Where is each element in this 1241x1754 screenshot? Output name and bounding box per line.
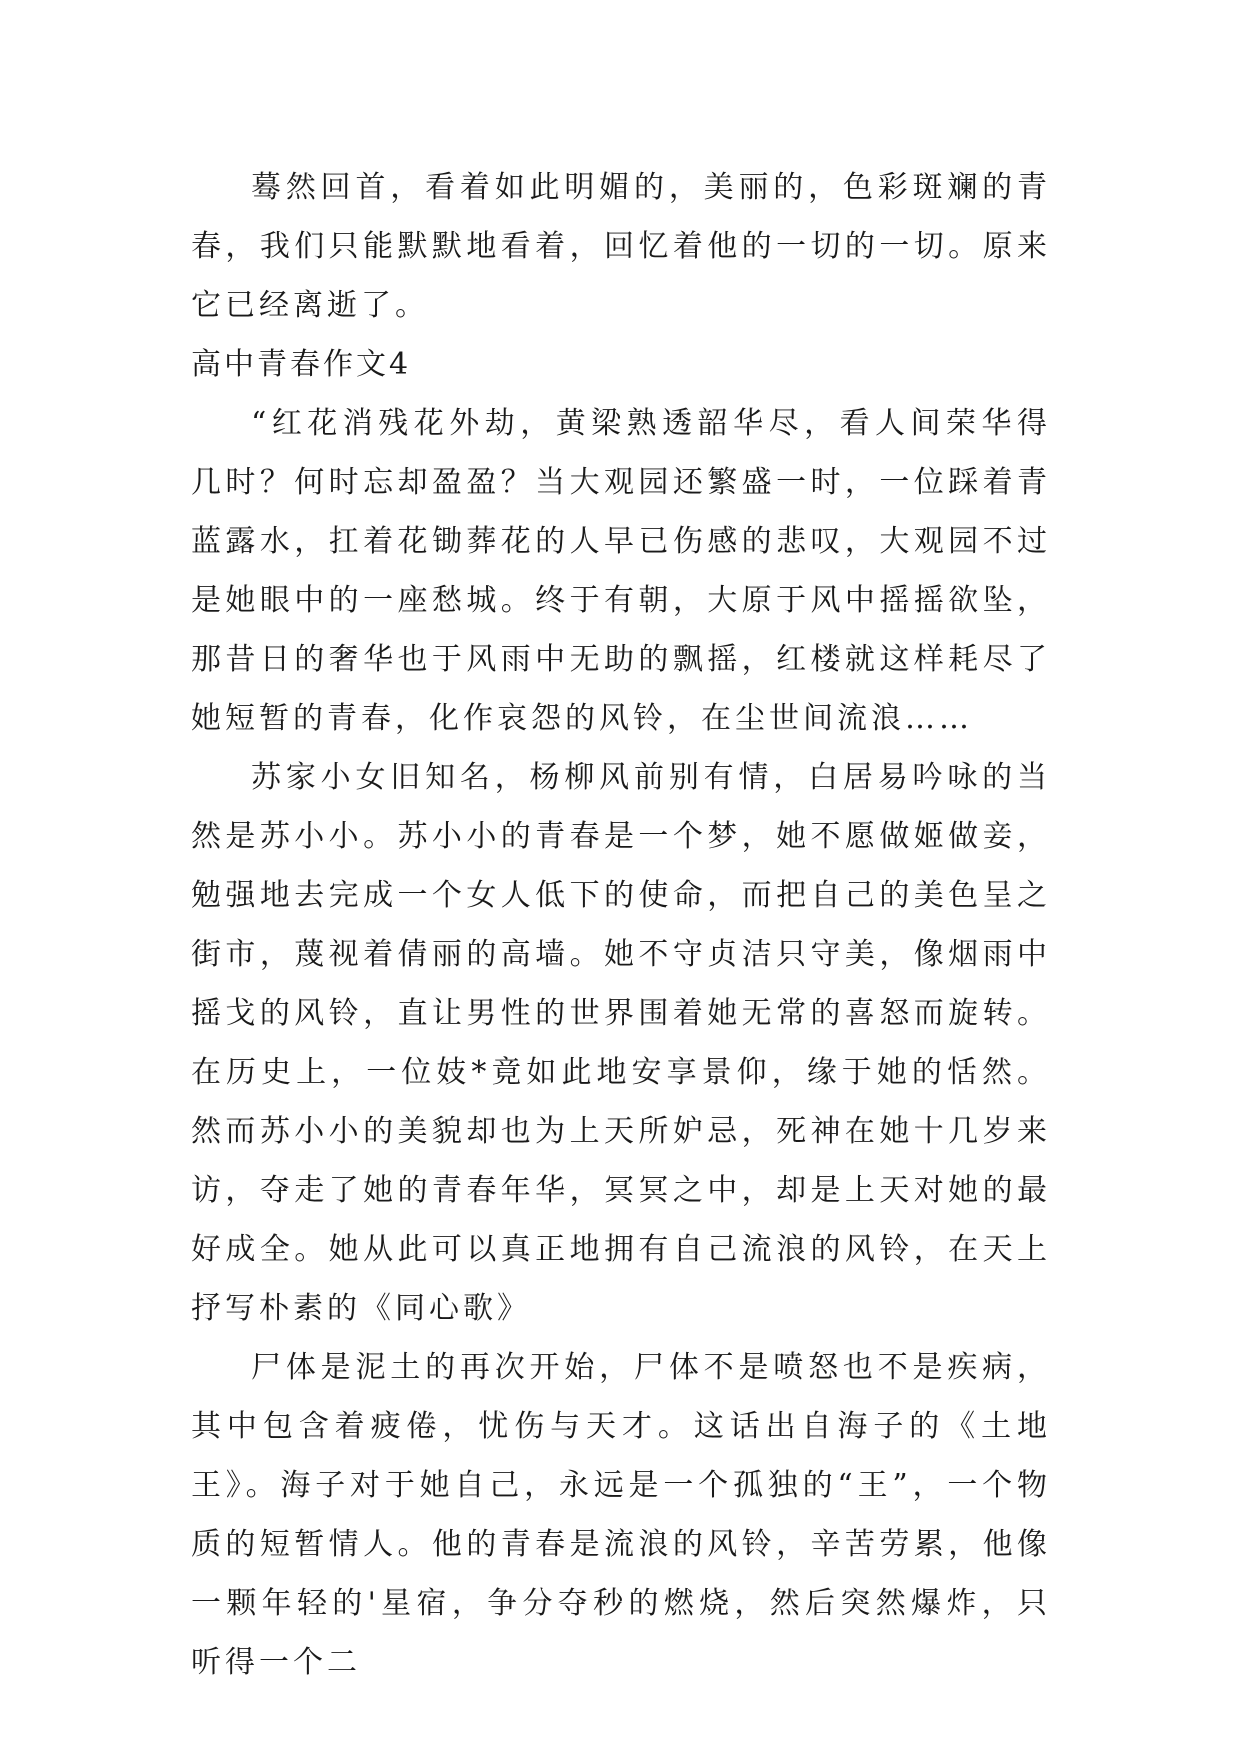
paragraph-4: 尸体是泥土的再次开始，尸体不是喷怒也不是疾病，其中包含着疲倦，忧伤与天才。这话出自海子的《土地王》。海子对于她自己，永远是一个孤独的“王”，一个物质的短暂情人。他的青春是流浪的风铃，辛苦劳累，他像一颗年轻的'星宿，争分夺秒的燃烧，然后突然爆炸，只听得一个二 bbox=[191, 1350, 1051, 1680]
paragraph-3: 苏家小女旧知名，杨柳风前别有情，白居易吟咏的当然是苏小小。苏小小的青春是一个梦，她不愿做姬做妾，勉强地去完成一个女人低下的使命，而把自己的美色呈之街市，蔑视着倩丽的高墙。她不守贞洁只守美，像烟雨中摇戈的风铃，直让男性的世界围着她无常的喜怒而旋转。在历史上，一位妓*竟如此地安享景仰，缘于她的恬然。然而苏小小的美貌却也为上天所妒忌，死神在她十几岁来访，夺走了她的青春年华，冥冥之中，却是上天对她的最好成全。她从此可以真正地拥有自己流浪的风铃，在天上抒写朴素的《同心歌》 bbox=[191, 760, 1051, 1326]
document-body bbox=[191, 158, 1051, 1692]
paragraph-1: 蓦然回首，看着如此明媚的，美丽的，色彩斑斓的青春，我们只能默默地看着，回忆着他的一切的一切。原来它已经离逝了。 bbox=[191, 170, 1051, 323]
section-heading: 高中青春作文4 bbox=[191, 347, 412, 382]
paragraph-2: “红花消残花外劫，黄梁熟透韶华尽，看人间荣华得几时？何时忘却盈盈？当大观园还繁盛一时，一位踩着青蓝露水，扛着花锄葬花的人早已伤感的悲叹，大观园不过是她眼中的一座愁城。终于有朝，大原于风中摇摇欲坠，那昔日的奢华也于风雨中无助的飘摇，红楼就这样耗尽了她短暂的青春，化作哀怨的风铃，在尘世间流浪…… bbox=[191, 406, 1051, 736]
